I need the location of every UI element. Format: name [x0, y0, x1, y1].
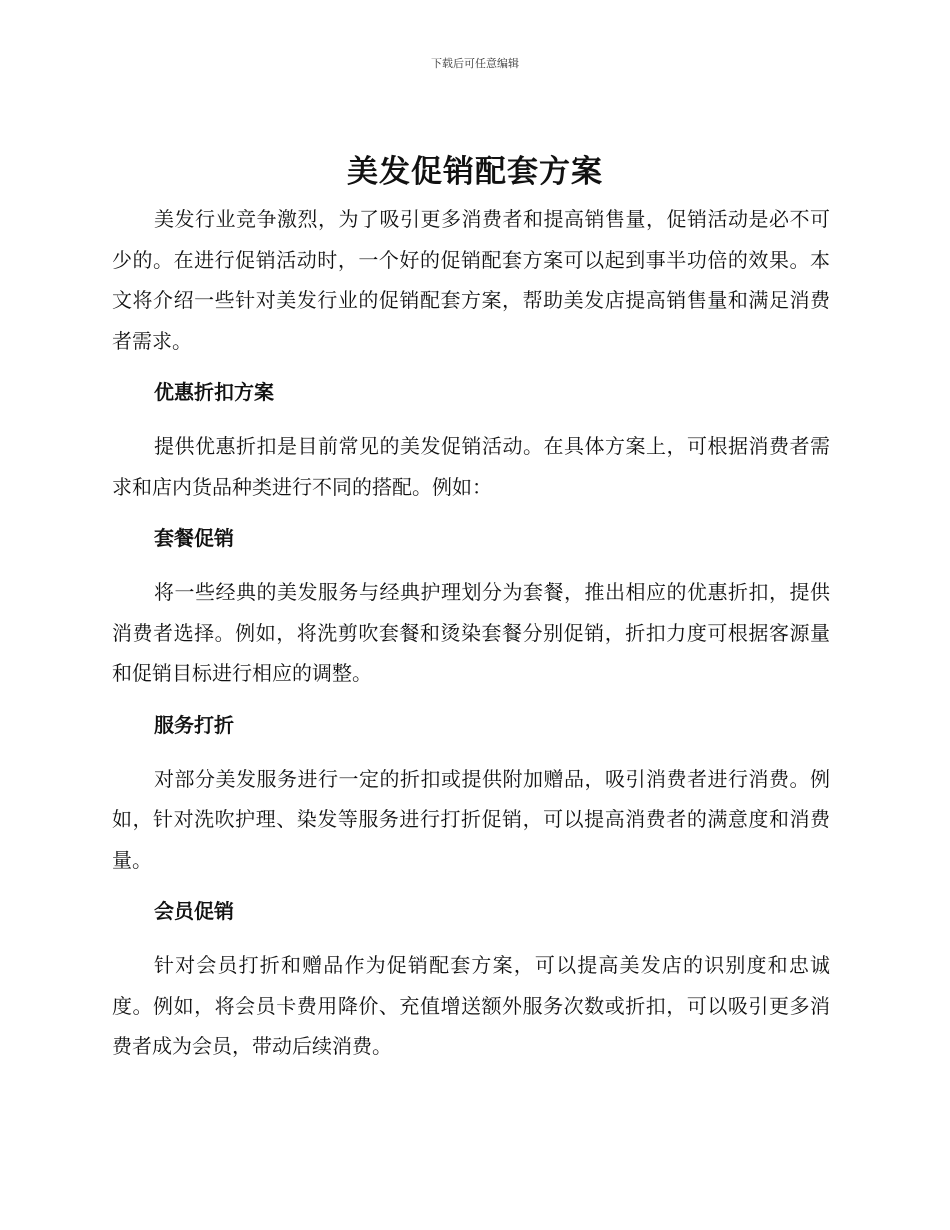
section-heading-package: 套餐促销	[154, 526, 234, 550]
document-body	[112, 199, 830, 1075]
section-heading-discount: 优惠折扣方案	[154, 380, 274, 404]
section-body-service: 对部分美发服务进行一定的折扣或提供附加赠品，吸引消费者进行消费。例如，针对洗吹护理、染发等服务进行打折促销，可以提高消费者的满意度和消费量。	[112, 766, 830, 872]
intro-paragraph: 美发行业竞争激烈，为了吸引更多消费者和提高销售量，促销活动是必不可少的。在进行促销活动时，一个好的促销配套方案可以起到事半功倍的效果。本文将介绍一些针对美发行业的促销配套方案，帮助美发店提高销售量和满足消费者需求。	[112, 207, 830, 353]
document-title: 美发促销配套方案	[347, 154, 603, 190]
section-body-member: 针对会员打折和赠品作为促销配套方案，可以提高美发店的识别度和忠诚度。例如，将会员卡费用降价、充值增送额外服务次数或折扣，可以吸引更多消费者成为会员，带动后续消费。	[112, 953, 830, 1058]
section-heading-member: 会员促销	[154, 899, 234, 923]
page-header-note: 下载后可任意编辑	[431, 57, 519, 70]
section-heading-service: 服务打折	[154, 712, 234, 737]
section-body-discount: 提供优惠折扣是目前常见的美发促销活动。在具体方案上，可根据消费者需求和店内货品种类进行不同的搭配。例如：	[112, 434, 830, 499]
section-body-package: 将一些经典的美发服务与经典护理划分为套餐，推出相应的优惠折扣，提供消费者选择。例如，将洗剪吹套餐和烫染套餐分别促销，折扣力度可根据客源量和促销目标进行相应的调整。	[112, 580, 830, 685]
